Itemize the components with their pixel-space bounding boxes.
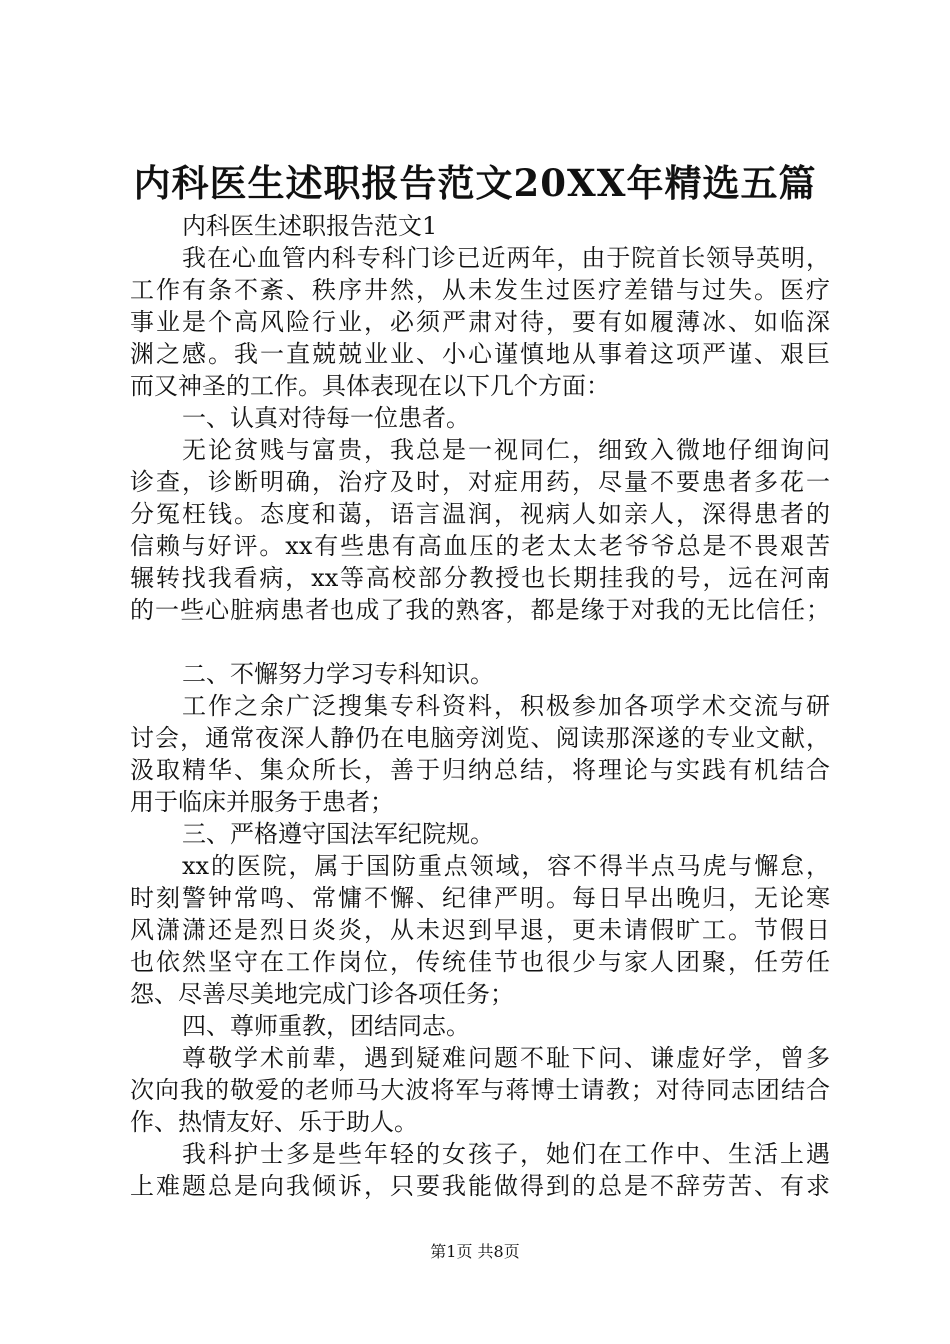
text-line: 工作之余广泛搜集专科资料，积极参加各项学术交流与研 — [182, 692, 830, 720]
text-line: xx的医院，属于国防重点领域，容不得半点马虎与懈怠， — [182, 852, 830, 880]
text-line: 诊查，诊断明确，治疗及时，对症用药，尽量不要患者多花一 — [130, 468, 830, 496]
text-line: 事业是个高风险行业，必须严肃对待，要有如履薄冰、如临深 — [130, 308, 830, 336]
text-line: 风潇潇还是烈日炎炎，从未迟到早退，更未请假旷工。节假日 — [130, 916, 830, 944]
text-line: 渊之感。我一直兢兢业业、小心谨慎地从事着这项严谨、艰巨 — [130, 340, 830, 368]
text-line: 而又神圣的工作。具体表现在以下几个方面： — [130, 372, 610, 400]
text-line: 汲取精华、集众所长，善于归纳总结，将理论与实践有机结合 — [130, 756, 830, 784]
text-line: 时刻警钟常鸣、常慵不懈、纪律严明。每日早出晚归，无论寒 — [130, 884, 830, 912]
text-line: 工作有条不紊、秩序井然，从未发生过医疗差错与过失。医疗 — [130, 276, 830, 304]
text-line: 作、热情友好、乐于助人。 — [130, 1108, 418, 1136]
text-line: 分冤枉钱。态度和蔼，语言温润，视病人如亲人，深得患者的 — [130, 500, 830, 528]
text-line: 信赖与好评。xx有些患有高血压的老太太老爷爷总是不畏艰苦 — [130, 532, 830, 560]
document-title: 内科医生述职报告范文20XX年精选五篇 — [133, 161, 817, 205]
text-line: 二、不懈努力学习专科知识。 — [182, 660, 494, 688]
blank-line — [130, 626, 830, 658]
text-line: 一、认真对待每一位患者。 — [182, 404, 470, 432]
page-footer: 第1页 共8页 — [430, 1242, 520, 1261]
text-line: 我在心血管内科专科门诊已近两年，由于院首长领导英明， — [182, 244, 830, 272]
text-line: 用于临床并服务于患者； — [130, 788, 394, 816]
text-line: 辗转找我看病，xx等高校部分教授也长期挂我的号，远在河南 — [130, 564, 830, 592]
text-line: 四、尊师重教，团结同志。 — [182, 1012, 470, 1040]
text-line: 讨会，通常夜深人静仍在电脑旁浏览、阅读那深遂的专业文献， — [130, 724, 830, 752]
text-line: 的一些心脏病患者也成了我的熟客，都是缘于对我的无比信任； — [130, 596, 830, 624]
text-line: 我科护士多是些年轻的女孩子，她们在工作中、生活上遇 — [182, 1140, 830, 1168]
text-line: 次向我的敬爱的老师马大波将军与蒋博士请教；对待同志团结合 — [130, 1076, 830, 1104]
text-line: 也依然坚守在工作岗位，传统佳节也很少与家人团聚，任劳任 — [130, 948, 830, 976]
document-body — [130, 210, 830, 1202]
text-line: 无论贫贱与富贵，我总是一视同仁，细致入微地仔细询问 — [182, 436, 830, 464]
text-line: 怨、尽善尽美地完成门诊各项任务； — [130, 980, 514, 1008]
text-line: 上难题总是向我倾诉，只要我能做得到的总是不辞劳苦、有求 — [130, 1172, 830, 1200]
text-line: 内科医生述职报告范文1 — [182, 212, 438, 240]
text-line: 三、严格遵守国法军纪院规。 — [182, 820, 494, 848]
text-line: 尊敬学术前辈，遇到疑难问题不耻下问、谦虚好学，曾多 — [182, 1044, 830, 1072]
